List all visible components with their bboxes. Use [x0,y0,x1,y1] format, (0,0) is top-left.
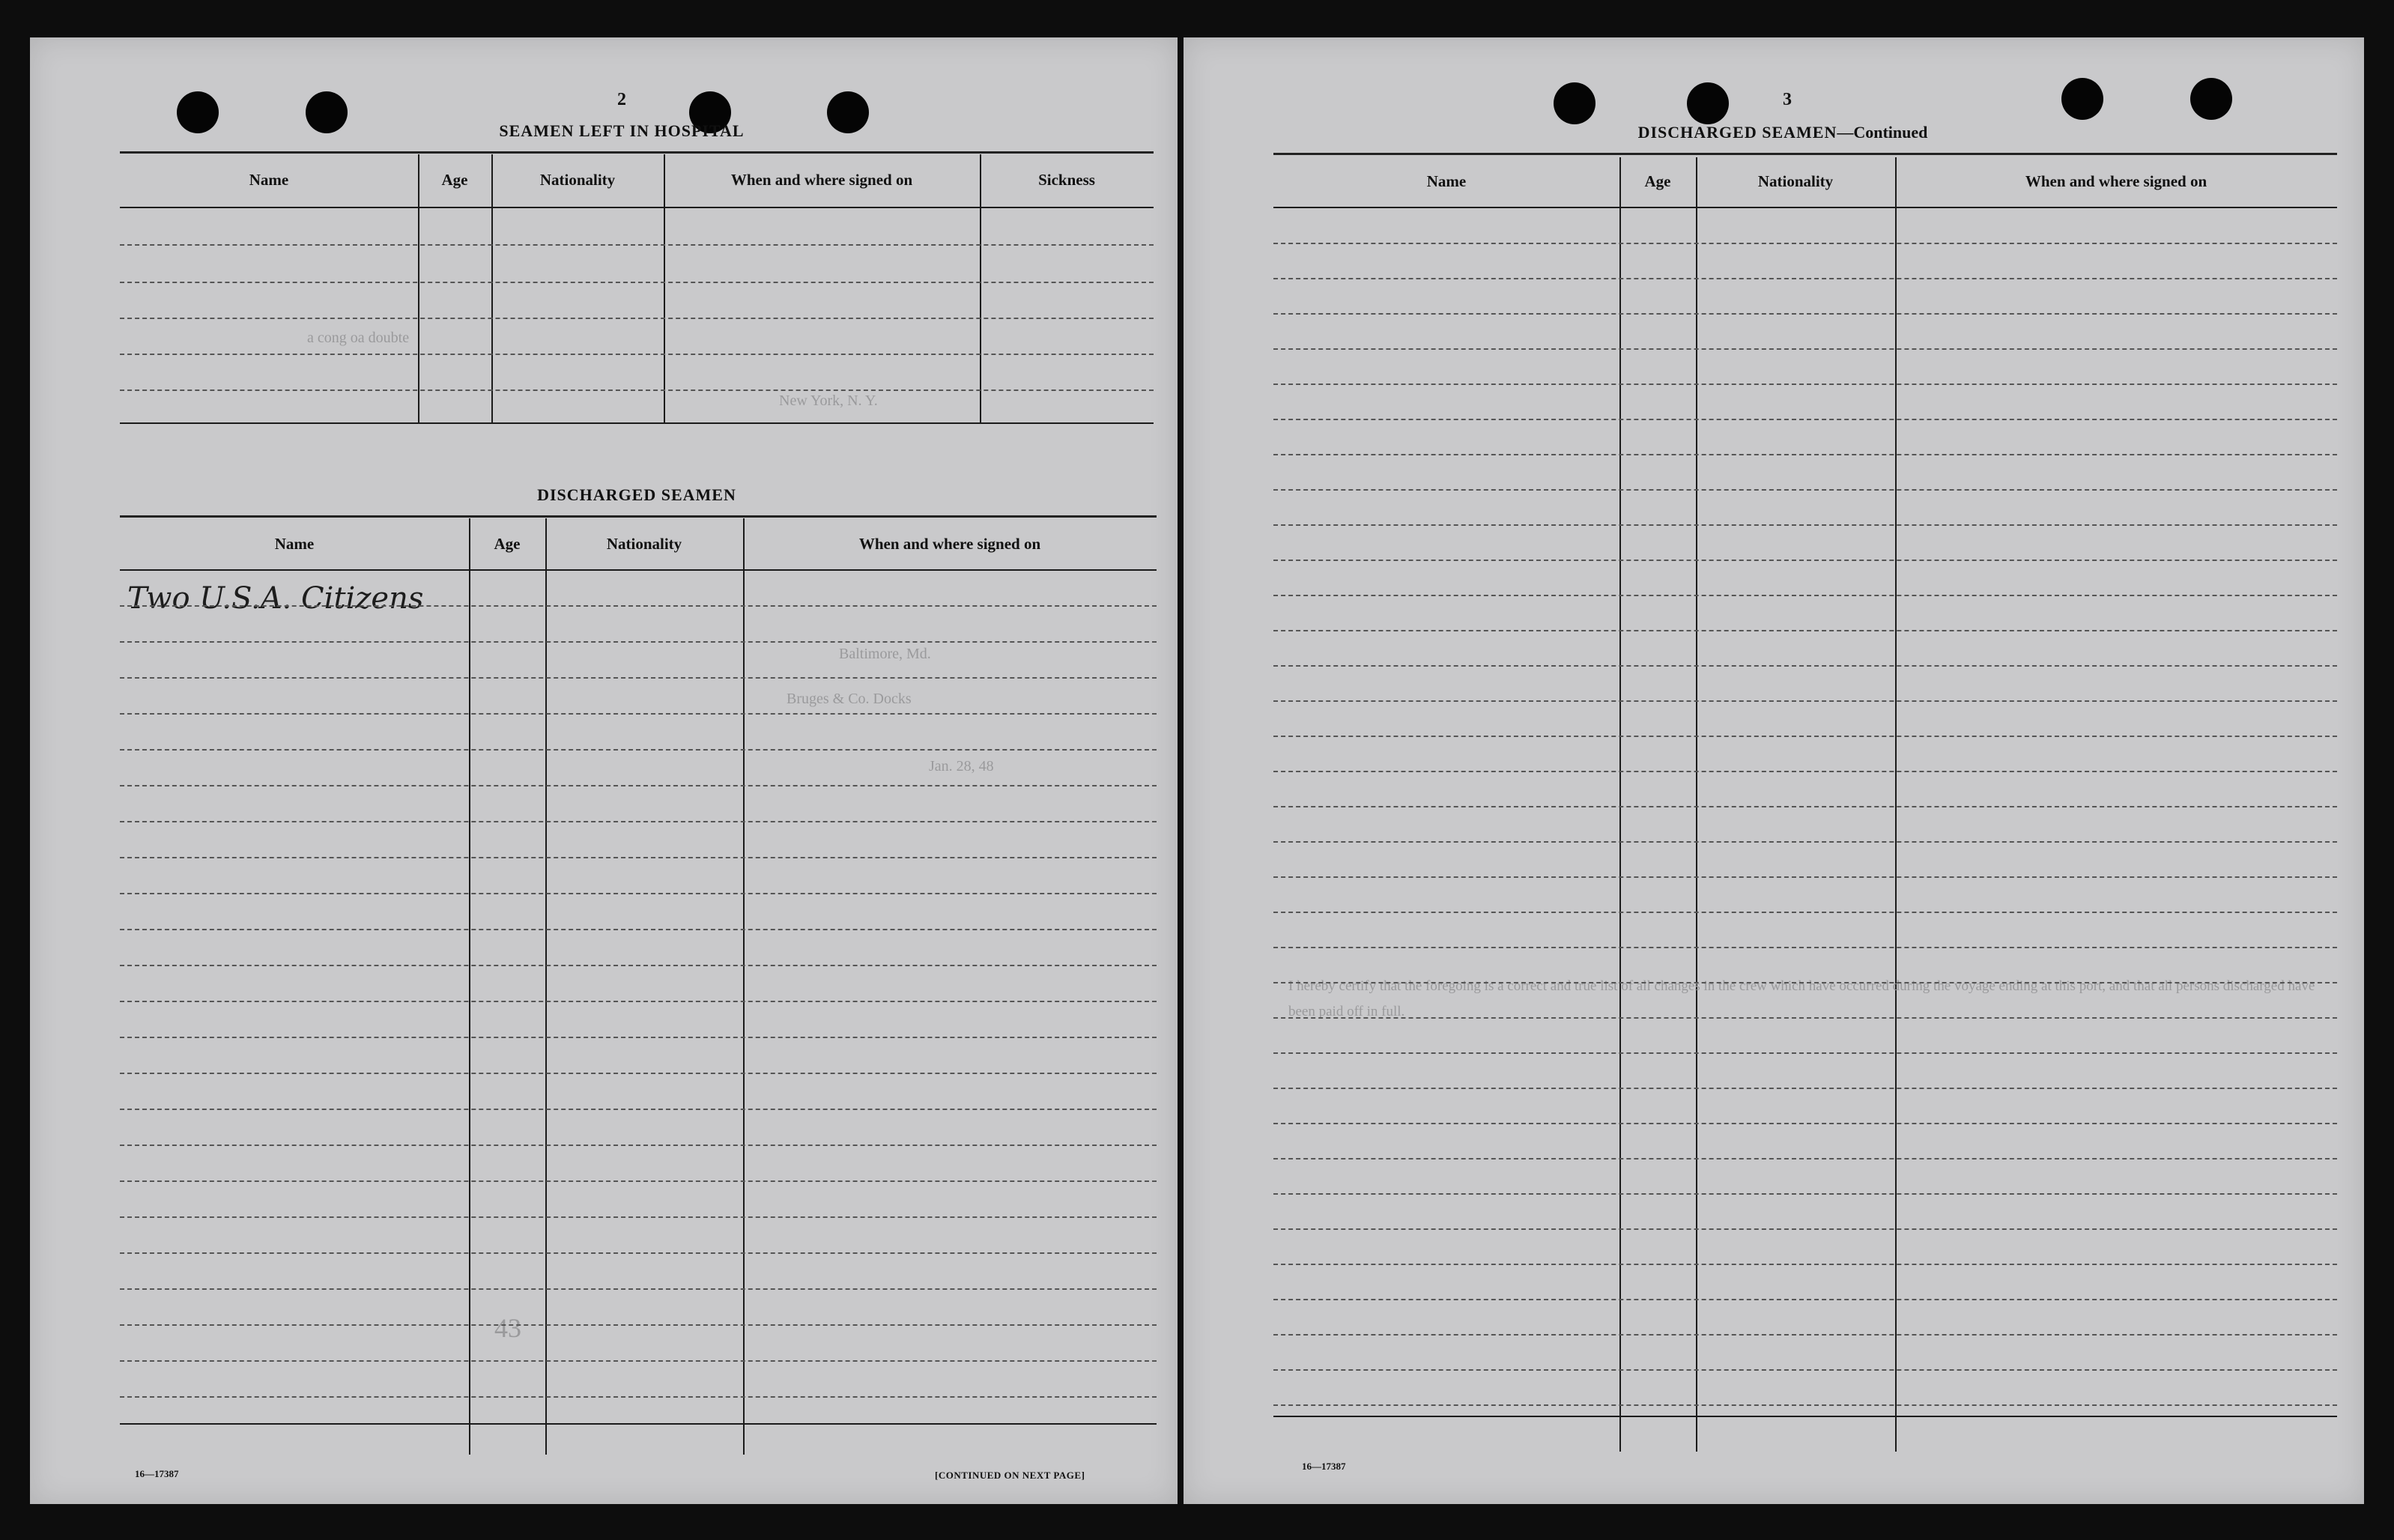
row-line [1273,1017,2337,1019]
row-line [1273,419,2337,420]
discharged-row-line [120,1288,1157,1290]
row-line [1273,1158,2337,1159]
col-signed-on: When and where signed on [2025,172,2207,190]
discharged-bleed-text: Jan. 28, 48 [929,758,994,774]
discharged-row-line [120,1109,1157,1110]
discharged-bleed-text: Bruges & Co. Docks [787,691,912,707]
row-line [1273,1299,2337,1300]
hospital-col-divider-4 [980,154,981,422]
row-line [1273,947,2337,948]
table-bottom-line [1273,1416,2337,1417]
hospital-col-sickness: Sickness [1038,171,1095,189]
hospital-col-name: Name [249,171,289,189]
punch-hole-4 [2190,78,2232,120]
discharged-row-line [120,1180,1157,1182]
discharged-row-line [120,641,1157,643]
hospital-bleed-text: a cong oa doubte [307,330,410,346]
discharged-bleed-text: 43 [494,1313,521,1343]
bleed-text: I hereby certify that the foregoing is a correct and true list of all changes in the crew which have occurred during the voyage ending at this port, and that all persons discharged have been paid off in full. [1288,978,2315,1019]
col-divider-2 [1696,157,1697,1452]
row-line [1273,841,2337,843]
row-line [1273,1334,2337,1336]
col-nationality: Nationality [1757,172,1834,190]
row-line [1273,489,2337,491]
discharged-row-line [120,749,1157,751]
row-line [1273,243,2337,244]
discharged-continued-title [1588,123,1978,142]
discharged-row-line [120,1252,1157,1254]
discharged-row-line [120,1037,1157,1038]
left-page [30,37,1178,1504]
punch-hole-1 [177,91,219,133]
row-line [1273,313,2337,315]
discharged-row-line [120,1396,1157,1398]
discharged-col-divider-3 [743,518,745,1455]
hospital-row-line [120,389,1154,391]
discharged-row-line [120,893,1157,894]
row-line [1273,1052,2337,1054]
table-top-rule [1273,153,2337,155]
row-line [1273,560,2337,561]
title-main: DISCHARGED SEAMEN [1637,123,1837,142]
discharged-row-line [120,821,1157,822]
discharged-row-line [120,965,1157,966]
hospital-col-divider-2 [491,154,493,422]
row-line [1273,1123,2337,1124]
hospital-row-line [120,282,1154,283]
handwritten-entry: Two U.S.A. Citizens [127,581,424,616]
punch-hole-1 [1554,82,1596,124]
row-line [1273,736,2337,737]
form-number: 16—17387 [1302,1461,1346,1472]
row-line [1273,630,2337,631]
row-line [1273,278,2337,279]
discharged-col-nationality: Nationality [606,535,682,553]
row-line [1273,1369,2337,1371]
col-divider-1 [1619,157,1621,1452]
discharged-col-name: Name [274,535,315,553]
discharged-row-line [120,713,1157,715]
right-page [1184,37,2364,1504]
discharged-row-line [120,857,1157,858]
discharged-col-divider-2 [545,518,547,1455]
row-line [1273,1088,2337,1089]
row-line [1273,384,2337,385]
discharged-row-line [120,1001,1157,1002]
discharged-section-title: DISCHARGED SEAMEN [537,485,736,504]
discharged-col-signed-on: When and where signed on [858,535,1041,553]
hospital-col-signed-on: When and where signed on [730,171,913,189]
discharged-bleed-text: Baltimore, Md. [839,646,931,662]
punch-hole-2 [306,91,348,133]
hospital-row-line [120,354,1154,355]
row-line [1273,876,2337,878]
row-line [1273,454,2337,455]
row-line [1273,912,2337,913]
hospital-row-line [120,244,1154,246]
page-number: 2 [617,90,626,109]
punch-hole-3 [2061,78,2103,120]
col-name: Name [1426,172,1467,190]
row-line [1273,665,2337,667]
row-line [1273,595,2337,596]
discharged-top-rule [120,515,1157,518]
row-line [1273,771,2337,772]
discharged-col-age: Age [494,535,521,553]
title-suffix: —Continued [1837,123,1928,142]
punch-hole-4 [827,91,869,133]
hospital-section-title: SEAMEN LEFT IN HOSPITAL [499,121,745,140]
col-divider-3 [1895,157,1897,1452]
row-line [1273,348,2337,350]
discharged-row-line [120,1145,1157,1146]
discharged-header-line [120,569,1157,571]
row-line [1273,524,2337,526]
discharged-row-line [120,605,1157,607]
hospital-row-line [120,318,1154,319]
row-line [1273,806,2337,807]
hospital-bottom-line [120,422,1154,424]
hospital-col-divider-1 [418,154,419,422]
col-age: Age [1644,172,1671,190]
row-line [1273,700,2337,702]
row-line [1273,1264,2337,1265]
page-number: 3 [1783,90,1792,109]
row-line [1273,1193,2337,1195]
hospital-bleed-text: New York, N. Y. [779,392,878,409]
punch-hole-2 [1687,82,1729,124]
hospital-top-rule [120,151,1154,154]
discharged-row-line [120,1360,1157,1362]
row-line [1273,1404,2337,1406]
discharged-row-line [120,1324,1157,1326]
hospital-col-nationality: Nationality [539,171,616,189]
discharged-col-divider-1 [469,518,470,1455]
hospital-col-divider-3 [664,154,665,422]
discharged-bottom-line [120,1423,1157,1425]
row-line [1273,982,2337,983]
discharged-row-line [120,1216,1157,1218]
discharged-row-line [120,785,1157,786]
discharged-row-line [120,929,1157,930]
discharged-row-line [120,677,1157,679]
form-number: 16—17387 [135,1468,179,1479]
row-line [1273,1228,2337,1230]
table-header-line [1273,207,2337,208]
discharged-row-line [120,1073,1157,1074]
continued-note: [CONTINUED ON NEXT PAGE] [935,1470,1085,1481]
hospital-header-line [120,207,1154,208]
hospital-col-age: Age [441,171,468,189]
